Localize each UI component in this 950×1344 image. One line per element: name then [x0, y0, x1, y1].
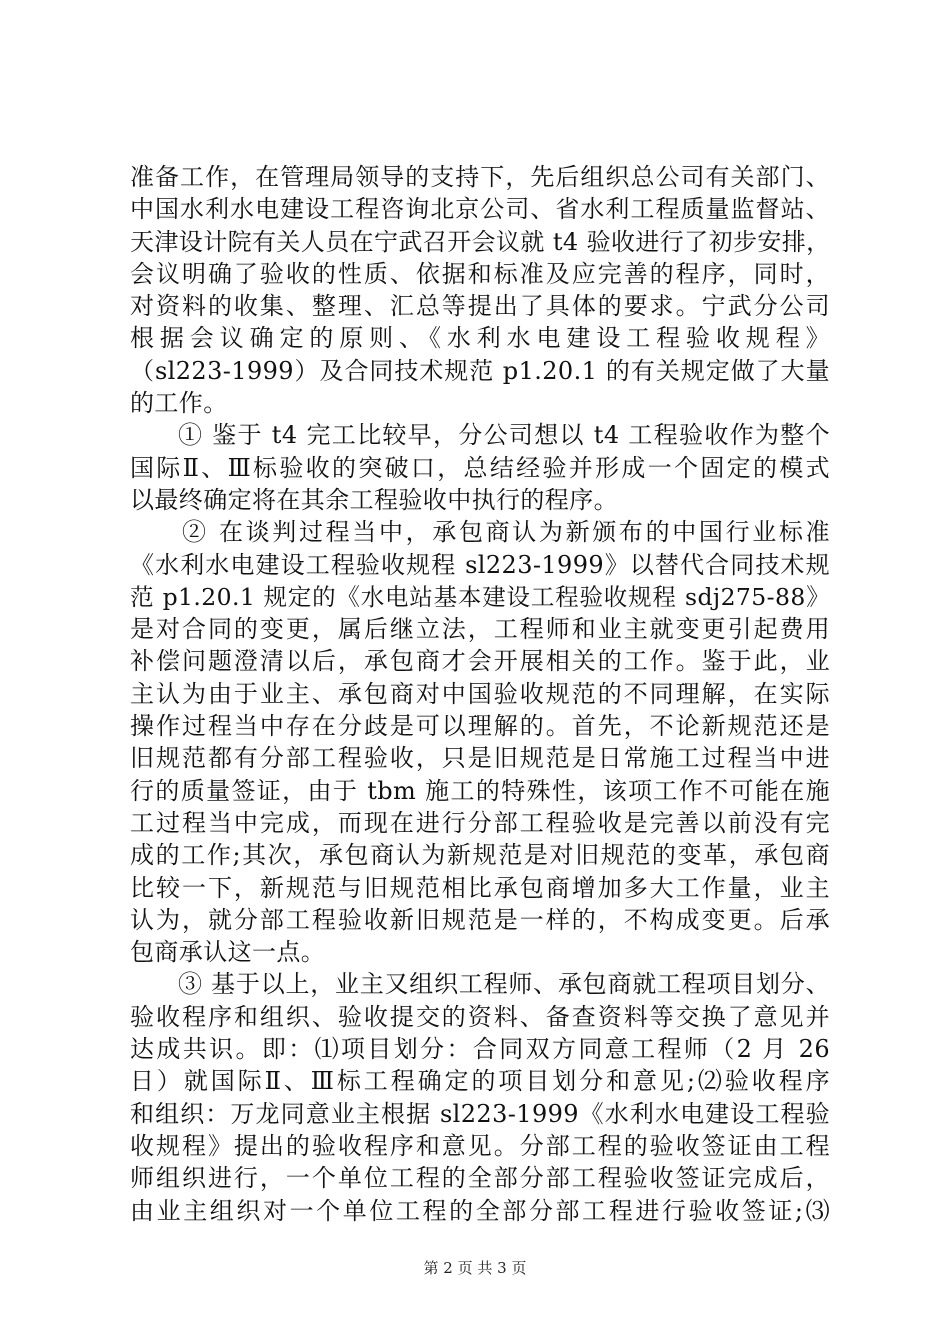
text-line: 准备工作，在管理局领导的支持下，先后组织总公司有关部门、: [130, 163, 830, 191]
text-line: 操作过程当中存在分歧是可以理解的。首先，不论新规范还是: [130, 712, 830, 741]
body-text: [130, 161, 830, 1227]
text-line: 旧规范都有分部工程验收，只是旧规范是日常施工过程当中进: [130, 744, 830, 773]
text-line: 补偿问题澄清以后，承包商才会开展相关的工作。鉴于此，业: [130, 647, 830, 676]
text-line: 工过程当中完成，而现在进行分部工程验收是完善以前没有完: [130, 808, 830, 837]
text-line: 主认为由于业主、承包商对中国验收规范的不同理解，在实际: [130, 679, 830, 708]
text-line: 《水利水电建设工程验收规程 sl223-1999》以替代合同技术规: [130, 550, 830, 579]
text-line: 是对合同的变更，属后继立法，工程师和业主就变更引起费用: [130, 615, 830, 644]
paragraph-first-line: ① 鉴于 t4 完工比较早，分公司想以 t4 工程验收作为整个: [178, 421, 830, 450]
text-line: 验收程序和组织、验收提交的资料、备查资料等交换了意见并: [130, 1002, 830, 1031]
text-line: 日）就国际Ⅱ、Ⅲ标工程确定的项目划分和意见;⑵验收程序: [130, 1067, 830, 1096]
text-line: 对资料的收集、整理、汇总等提出了具体的要求。宁武分公司: [130, 292, 830, 321]
text-line: 根据会议确定的原则、《水利水电建设工程验收规程》: [130, 324, 830, 353]
text-line: 范 p1.20.1 规定的《水电站基本建设工程验收规程 sdj275-88》: [130, 582, 830, 611]
page-number-footer: 第 2 页 共 3 页: [423, 1259, 527, 1277]
text-line: 会议明确了验收的性质、依据和标准及应完善的程序，同时，: [130, 259, 830, 288]
text-line: 和组织：万龙同意业主根据 sl223-1999《水利水电建设工程验: [130, 1099, 830, 1128]
text-line: 收规程》提出的验收程序和意见。分部工程的验收签证由工程: [130, 1131, 830, 1160]
text-line: 比较一下，新规范与旧规范相比承包商增加多大工作量，业主: [130, 873, 830, 902]
text-line: 以最终确定将在其余工程验收中执行的程序。: [130, 485, 618, 514]
text-line: 行的质量签证，由于 tbm 施工的特殊性，该项工作不可能在施: [130, 776, 830, 805]
text-line: 达成共识。即：⑴项目划分：合同双方同意工程师（2 月 26: [130, 1035, 830, 1064]
text-line: 中国水利水电建设工程咨询北京公司、省水利工程质量监督站、: [130, 195, 830, 224]
text-line: 天津设计院有关人员在宁武召开会议就 t4 验收进行了初步安排，: [130, 227, 831, 256]
paragraph-first-line: ③ 基于以上，业主又组织工程师、承包商就工程项目划分、: [178, 970, 830, 999]
text-line: 由业主组织对一个单位工程的全部分部工程进行验收签证;⑶: [130, 1196, 830, 1225]
text-line: 成的工作;其次，承包商认为新规范是对旧规范的变革，承包商: [130, 841, 830, 870]
paragraph-first-line: ② 在谈判过程当中，承包商认为新颁布的中国行业标准: [182, 518, 830, 547]
text-line: （sl223-1999）及合同技术规范 p1.20.1 的有关规定做了大量: [130, 356, 830, 385]
text-line: 师组织进行，一个单位工程的全部分部工程验收签证完成后，: [130, 1164, 830, 1193]
text-line: 的工作。: [130, 389, 228, 418]
text-line: 包商承认这一点。: [130, 938, 326, 967]
text-line: 认为，就分部工程验收新旧规范是一样的，不构成变更。后承: [130, 905, 830, 934]
text-line: 国际Ⅱ、Ⅲ标验收的突破口，总结经验并形成一个固定的模式: [130, 453, 830, 482]
